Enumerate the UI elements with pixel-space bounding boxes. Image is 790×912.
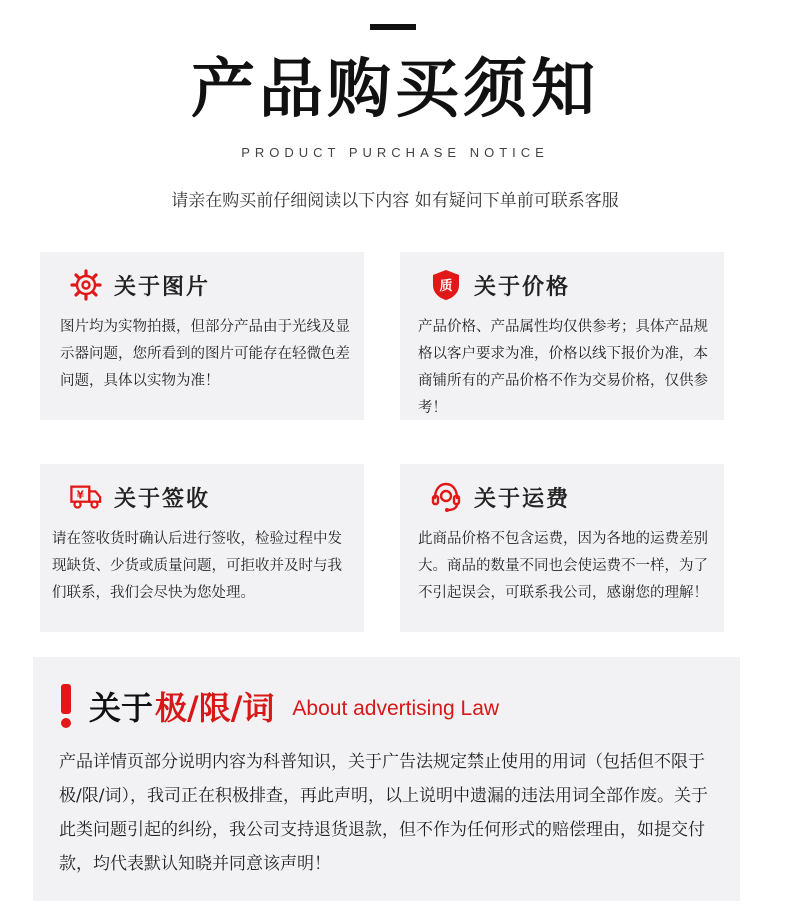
card-header bbox=[430, 270, 570, 300]
notice-title-highlight: 极/限/词 bbox=[155, 689, 275, 727]
notice-header bbox=[57, 683, 499, 729]
card-body: 图片均为实物拍摄，但部分产品由于光线及显示器问题，您所看到的图片可能存在轻微色差问题，具体以实物为准！ bbox=[60, 319, 350, 389]
card-title: 关于签收 bbox=[114, 486, 211, 512]
card-header bbox=[70, 270, 210, 300]
intro-text: 请亲在购买前仔细阅读以下内容 如有疑问下单前可联系客服 bbox=[171, 191, 619, 211]
card-about-price bbox=[400, 252, 724, 420]
card-header bbox=[430, 482, 570, 512]
card-about-pictures bbox=[40, 252, 364, 420]
truck-icon-text: ¥ bbox=[76, 489, 84, 502]
gear-icon bbox=[70, 270, 102, 300]
card-header bbox=[70, 482, 210, 512]
card-title: 关于运费 bbox=[474, 486, 571, 512]
card-body: 此商品价格不包含运费，因为各地的运费差别大。商品的数量不同也会使运费不一样，为了不引起误会，可联系我公司，感谢您的理解！ bbox=[418, 531, 708, 601]
notice-title-en: About advertising Law bbox=[292, 697, 500, 720]
card-body: 产品价格、产品属性均仅供参考；具体产品规格以客户要求为准，价格以线下报价为准，本商铺所有的产品价格不作为交易价格，仅供参考！ bbox=[418, 319, 708, 416]
quality-icon-text: 质 bbox=[439, 279, 453, 294]
card-title: 关于图片 bbox=[114, 274, 211, 300]
exclamation-icon bbox=[57, 684, 75, 728]
notice-title-prefix: 关于 bbox=[89, 689, 154, 727]
delivery-truck-icon bbox=[70, 482, 102, 512]
notice-body: 产品详情页部分说明内容为科普知识，关于广告法规定禁止使用的用词（包括但不限于极/限/词），我司正在积极排查，再此声明，以上说明中遗漏的违法用词全部作废。关于此类问题引起的纠纷，我公司支持退货退款，但不作为任何形式的赔偿理由，如提交付款，均代表默认知晓并同意该声明！ bbox=[59, 752, 708, 874]
card-about-shipping bbox=[400, 464, 724, 632]
card-about-receipt bbox=[40, 464, 364, 632]
card-title: 关于价格 bbox=[474, 274, 571, 300]
page-title: 产品购买须知 bbox=[191, 53, 599, 127]
quality-shield-icon bbox=[430, 270, 462, 300]
page-subtitle-en: PRODUCT PURCHASE NOTICE bbox=[241, 145, 549, 160]
card-body: 请在签收货时确认后进行签收，检验过程中发现缺货、少货或质量问题，可拒收并及时与我们联系，我们会尽快为您处理。 bbox=[52, 531, 342, 601]
advertising-law-notice bbox=[33, 657, 740, 901]
header-decor-bar bbox=[370, 24, 416, 30]
customer-service-icon bbox=[430, 482, 462, 512]
